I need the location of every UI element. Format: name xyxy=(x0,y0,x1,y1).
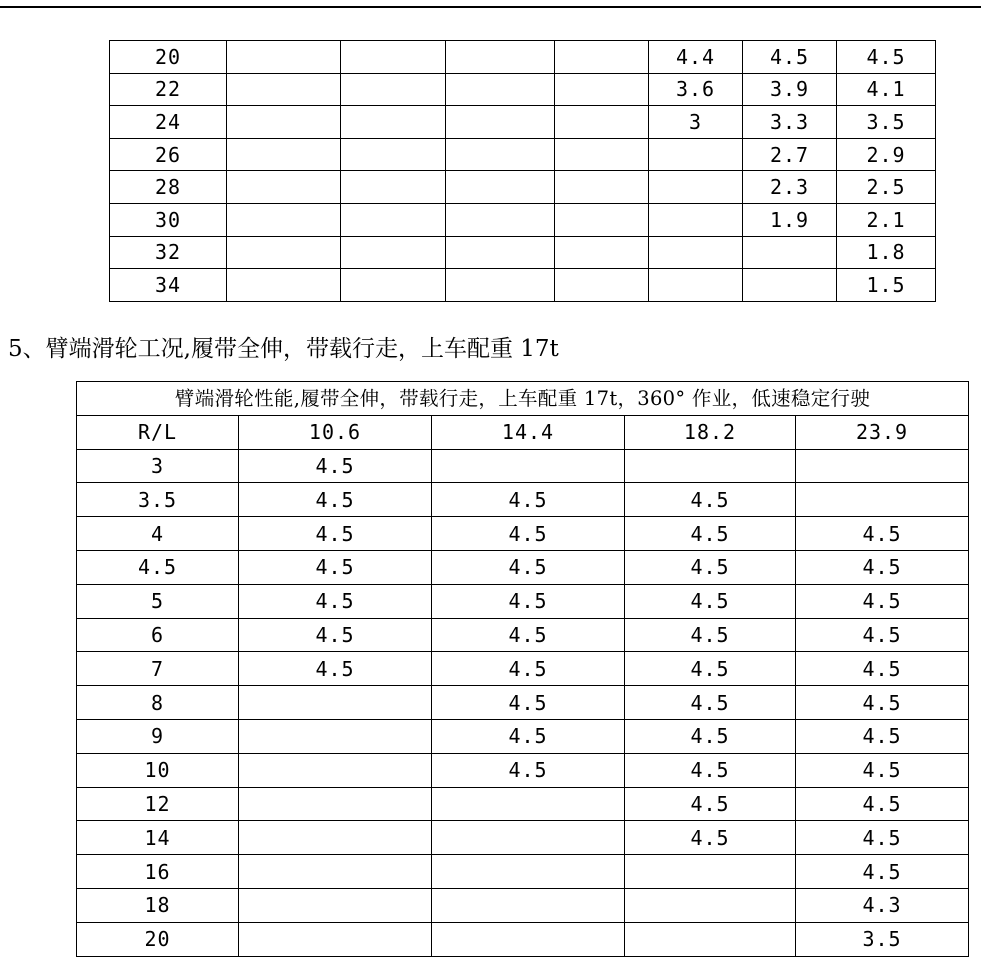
table-cell xyxy=(341,171,446,204)
table-cell xyxy=(341,73,446,106)
table-row xyxy=(77,550,969,584)
table-cell: 4.5 xyxy=(625,753,796,787)
table-cell xyxy=(625,888,796,922)
table-cell: 4.5 xyxy=(432,483,625,517)
table-cell: 3.5 xyxy=(796,922,969,956)
table-cell xyxy=(796,449,969,483)
table-cell: 4.5 xyxy=(239,584,432,618)
table-cell: 22 xyxy=(110,73,227,106)
table-cell: 4.5 xyxy=(625,652,796,686)
table-row xyxy=(110,236,936,269)
table-cell xyxy=(446,236,555,269)
table-cell xyxy=(239,922,432,956)
table-cell xyxy=(446,269,555,302)
table-cell: 3.5 xyxy=(837,106,936,139)
table-cell: 3.9 xyxy=(743,73,837,106)
table-cell: 4.5 xyxy=(239,550,432,584)
table-cell xyxy=(239,787,432,821)
table-cell xyxy=(743,236,837,269)
column-header: 18.2 xyxy=(625,415,796,449)
header-rule xyxy=(0,6,981,8)
table-cell xyxy=(446,203,555,236)
table2-header-row xyxy=(77,415,969,449)
table-cell xyxy=(341,236,446,269)
table-cell xyxy=(625,855,796,889)
table-cell xyxy=(227,236,341,269)
table-row xyxy=(77,787,969,821)
table-row xyxy=(77,618,969,652)
table-cell: 3.3 xyxy=(743,106,837,139)
section-heading: 5、臂端滑轮工况,履带全伸，带载行走，上车配重 17t xyxy=(8,336,559,362)
table-cell xyxy=(743,269,837,302)
table-cell: 9 xyxy=(77,719,239,753)
table-cell: 28 xyxy=(110,171,227,204)
table-row xyxy=(77,686,969,720)
table-cell xyxy=(555,171,649,204)
table-cell: 4.5 xyxy=(796,787,969,821)
table-cell xyxy=(239,686,432,720)
column-header: 10.6 xyxy=(239,415,432,449)
table-cell: 4.3 xyxy=(796,888,969,922)
table-cell: 2.5 xyxy=(837,171,936,204)
table2-title-row xyxy=(77,382,969,416)
boom-tip-sheave-load-table xyxy=(76,381,969,957)
table-cell: 4.5 xyxy=(432,652,625,686)
table-cell xyxy=(432,888,625,922)
table-cell: 2.1 xyxy=(837,203,936,236)
table-cell: 4.5 xyxy=(239,449,432,483)
table-cell: 14 xyxy=(77,821,239,855)
table-cell xyxy=(649,236,743,269)
table-cell xyxy=(555,41,649,74)
table-cell xyxy=(341,138,446,171)
table-cell: 4.5 xyxy=(796,517,969,551)
table-cell: 4.5 xyxy=(239,652,432,686)
column-header: 23.9 xyxy=(796,415,969,449)
table-cell: 3.6 xyxy=(649,73,743,106)
table-row xyxy=(77,821,969,855)
table-cell: 4.5 xyxy=(432,517,625,551)
table-cell: 2.3 xyxy=(743,171,837,204)
table-cell: 4.5 xyxy=(432,618,625,652)
table-cell xyxy=(239,719,432,753)
table-cell xyxy=(649,171,743,204)
table-row xyxy=(110,41,936,74)
table-row xyxy=(110,138,936,171)
table-cell xyxy=(446,106,555,139)
table-cell xyxy=(555,236,649,269)
load-chart-table-continued xyxy=(109,40,936,302)
table-cell: 4.5 xyxy=(796,686,969,720)
table-cell: 4.5 xyxy=(625,787,796,821)
table-row xyxy=(77,719,969,753)
table-row xyxy=(110,203,936,236)
table-cell: 6 xyxy=(77,618,239,652)
table-row xyxy=(77,652,969,686)
table-cell: 32 xyxy=(110,236,227,269)
table-row xyxy=(110,106,936,139)
table-cell xyxy=(446,73,555,106)
table-cell: 4.5 xyxy=(625,550,796,584)
table-cell: 4.5 xyxy=(625,584,796,618)
table-cell: 3 xyxy=(649,106,743,139)
table-cell xyxy=(649,138,743,171)
table-cell xyxy=(432,787,625,821)
table-cell xyxy=(796,483,969,517)
table-row xyxy=(110,73,936,106)
table-cell xyxy=(227,203,341,236)
table-row xyxy=(77,483,969,517)
table-cell: 4.5 xyxy=(239,483,432,517)
table-cell: 4.5 xyxy=(239,517,432,551)
table-cell: 4.4 xyxy=(649,41,743,74)
table-cell: 5 xyxy=(77,584,239,618)
table-cell: 24 xyxy=(110,106,227,139)
table-cell: 1.8 xyxy=(837,236,936,269)
table-cell: 8 xyxy=(77,686,239,720)
table-cell: 7 xyxy=(77,652,239,686)
table-cell: 4.5 xyxy=(796,855,969,889)
table-cell: 4.5 xyxy=(796,719,969,753)
table-cell xyxy=(227,73,341,106)
table2-body xyxy=(77,449,969,956)
table-cell xyxy=(341,41,446,74)
table-cell: 20 xyxy=(110,41,227,74)
table-cell xyxy=(432,821,625,855)
table-cell: 4.5 xyxy=(625,686,796,720)
table-cell: 4.5 xyxy=(625,821,796,855)
table-cell: 4.1 xyxy=(837,73,936,106)
table-cell: 12 xyxy=(77,787,239,821)
table-cell: 1.9 xyxy=(743,203,837,236)
table-row xyxy=(110,269,936,302)
table-cell xyxy=(432,855,625,889)
table-cell: 4.5 xyxy=(432,719,625,753)
table-cell xyxy=(227,106,341,139)
table-row xyxy=(77,584,969,618)
table1-body xyxy=(110,41,936,302)
table-cell: 4.5 xyxy=(796,821,969,855)
table-cell: 20 xyxy=(77,922,239,956)
table-cell xyxy=(555,269,649,302)
table-cell: 4.5 xyxy=(77,550,239,584)
table-cell xyxy=(625,922,796,956)
table-cell: 4.5 xyxy=(796,550,969,584)
table-cell: 2.7 xyxy=(743,138,837,171)
table-cell: 4.5 xyxy=(625,719,796,753)
table-row xyxy=(77,449,969,483)
table-cell: 10 xyxy=(77,753,239,787)
table-cell xyxy=(227,138,341,171)
table2-title: 臂端滑轮性能,履带全伸，带载行走，上车配重 17t，360° 作业，低速稳定行驶 xyxy=(77,382,969,416)
table-cell xyxy=(341,106,446,139)
table-cell: 4.5 xyxy=(432,584,625,618)
table-row xyxy=(77,922,969,956)
table-cell: 4.5 xyxy=(796,618,969,652)
table-cell: 4.5 xyxy=(625,517,796,551)
table-cell: 2.9 xyxy=(837,138,936,171)
table-row xyxy=(77,888,969,922)
table-cell: 4.5 xyxy=(796,753,969,787)
table-cell: 4.5 xyxy=(837,41,936,74)
table-cell xyxy=(239,753,432,787)
table-cell: 26 xyxy=(110,138,227,171)
table-cell xyxy=(239,821,432,855)
table-cell xyxy=(649,269,743,302)
table-cell: 4.5 xyxy=(432,550,625,584)
table-cell: 4.5 xyxy=(625,618,796,652)
table-cell xyxy=(239,855,432,889)
table-cell: 34 xyxy=(110,269,227,302)
table-cell xyxy=(227,41,341,74)
table-cell: 4.5 xyxy=(239,618,432,652)
table-cell xyxy=(227,269,341,302)
column-header: R/L xyxy=(77,415,239,449)
table-cell: 4.5 xyxy=(796,652,969,686)
table-cell: 4.5 xyxy=(432,753,625,787)
table-cell: 4.5 xyxy=(432,686,625,720)
table-cell: 3.5 xyxy=(77,483,239,517)
table-cell xyxy=(555,138,649,171)
table-cell xyxy=(649,203,743,236)
table-cell xyxy=(555,73,649,106)
table-cell xyxy=(227,171,341,204)
table-cell xyxy=(555,203,649,236)
table-cell: 4 xyxy=(77,517,239,551)
table-cell xyxy=(555,106,649,139)
table-cell: 4.5 xyxy=(625,483,796,517)
table-cell xyxy=(446,171,555,204)
table-cell: 1.5 xyxy=(837,269,936,302)
table-row xyxy=(77,753,969,787)
table-row xyxy=(77,517,969,551)
table-cell: 30 xyxy=(110,203,227,236)
table-cell: 18 xyxy=(77,888,239,922)
table-cell: 3 xyxy=(77,449,239,483)
table-cell xyxy=(446,138,555,171)
table-cell: 4.5 xyxy=(743,41,837,74)
table-cell xyxy=(432,922,625,956)
table-cell xyxy=(446,41,555,74)
table-cell xyxy=(625,449,796,483)
table-row xyxy=(110,171,936,204)
table-cell xyxy=(239,888,432,922)
table-cell xyxy=(341,203,446,236)
table-cell: 16 xyxy=(77,855,239,889)
column-header: 14.4 xyxy=(432,415,625,449)
table-cell: 4.5 xyxy=(796,584,969,618)
table-row xyxy=(77,855,969,889)
table-cell xyxy=(341,269,446,302)
table-cell xyxy=(432,449,625,483)
